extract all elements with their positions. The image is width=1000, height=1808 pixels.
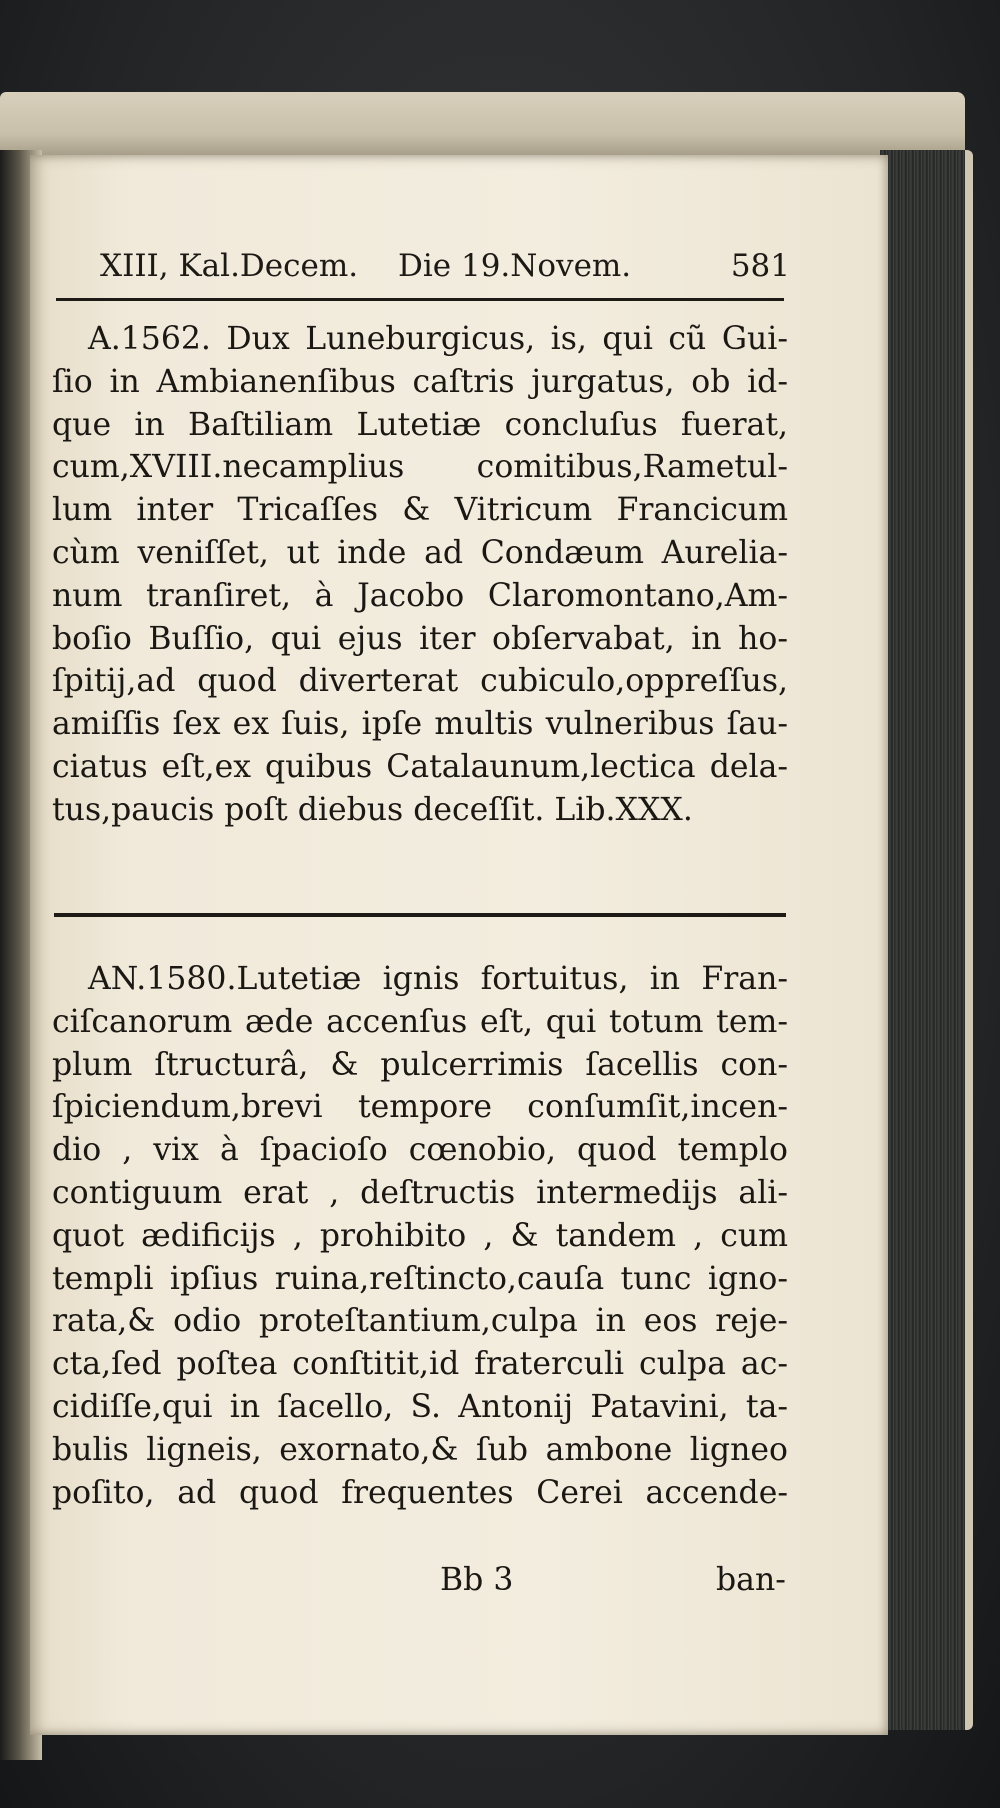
text-line: tus,paucis poſt diebus deceſſit. Lib.XXX. — [52, 791, 693, 828]
text-line: contiguum erat , deſtructis intermedijs ali- — [52, 1174, 788, 1211]
running-head-day: Die 19.Novem. — [398, 248, 632, 284]
text-line: dio , vix à ſpacioſo cœnobio, quod templo — [52, 1132, 788, 1169]
signature-mark: Bb 3 — [440, 1562, 514, 1598]
text-line: plum ſtructurâ, & pulcerrimis ſacellis con- — [52, 1046, 788, 1083]
text-line: ciatus eſt,ex quibus Catalaunum,lectica dela- — [52, 748, 788, 785]
text-line: ſio in Ambianenſibus caſtris jurgatus, ob id- — [52, 363, 788, 400]
text-line: cùm veniſſet, ut inde ad Condæum Aurelia- — [52, 534, 788, 571]
catchword: ban- — [716, 1562, 786, 1598]
text-line: que in Baſtiliam Lutetiæ concluſus fuerat, — [52, 406, 788, 443]
text-line: amiſſis ſex ex ſuis, ipſe multis vulneribus ſau- — [52, 706, 788, 743]
text-line: bulis ligneis, exornato,& ſub ambone ligneo — [52, 1431, 788, 1468]
text-line: ſpiciendum,brevi tempore conſumſit,incen- — [52, 1089, 788, 1126]
text-line: AN.1580.Lutetiæ ignis fortuitus, in Fran- — [88, 961, 788, 997]
header-rule — [56, 298, 784, 301]
text-line: lum inter Tricaſſes & Vitricum Francicum — [52, 492, 788, 529]
text-line: rata,& odio proteſtantium,culpa in eos reje- — [52, 1303, 788, 1340]
running-head-date: XIII, Kal.Decem. — [100, 248, 359, 284]
text-line: A.1562. Dux Luneburgicus, is, qui cũ Gui- — [88, 321, 788, 357]
book-top-edge — [0, 92, 965, 162]
text-line: cta,ſed poſtea conſtitit,id fraterculi culpa ac- — [52, 1346, 788, 1383]
book-fore-edge — [880, 150, 973, 1730]
entry-1580 — [52, 958, 788, 1514]
text-line: cum,XVIII.necamplius comitibus,Rametul- — [52, 449, 788, 486]
text-line: quot ædificijs , prohibito , & tandem , cum — [52, 1217, 788, 1254]
entry-1562 — [52, 318, 788, 832]
text-line: poſito, ad quod frequentes Cerei accende- — [52, 1474, 788, 1511]
text-line: ciſcanorum æde accenſus eſt, qui totum tem- — [52, 1003, 788, 1040]
text-line: ſpitij,ad quod diverterat cubiculo,oppreſſus, — [52, 663, 788, 700]
text-line: boſio Buſſio, qui ejus iter obſervabat, in ho- — [52, 620, 788, 657]
running-head — [100, 248, 790, 288]
section-divider — [54, 913, 786, 917]
text-line: templi ipſius ruina,reſtincto,cauſa tunc igno- — [52, 1260, 788, 1297]
page-number: 581 — [730, 248, 790, 284]
text-line: num tranſiret, à Jacobo Claromontano,Am- — [52, 577, 788, 614]
text-line: cidiſſe,qui in ſacello, S. Antonij Patavini, ta- — [52, 1388, 788, 1425]
